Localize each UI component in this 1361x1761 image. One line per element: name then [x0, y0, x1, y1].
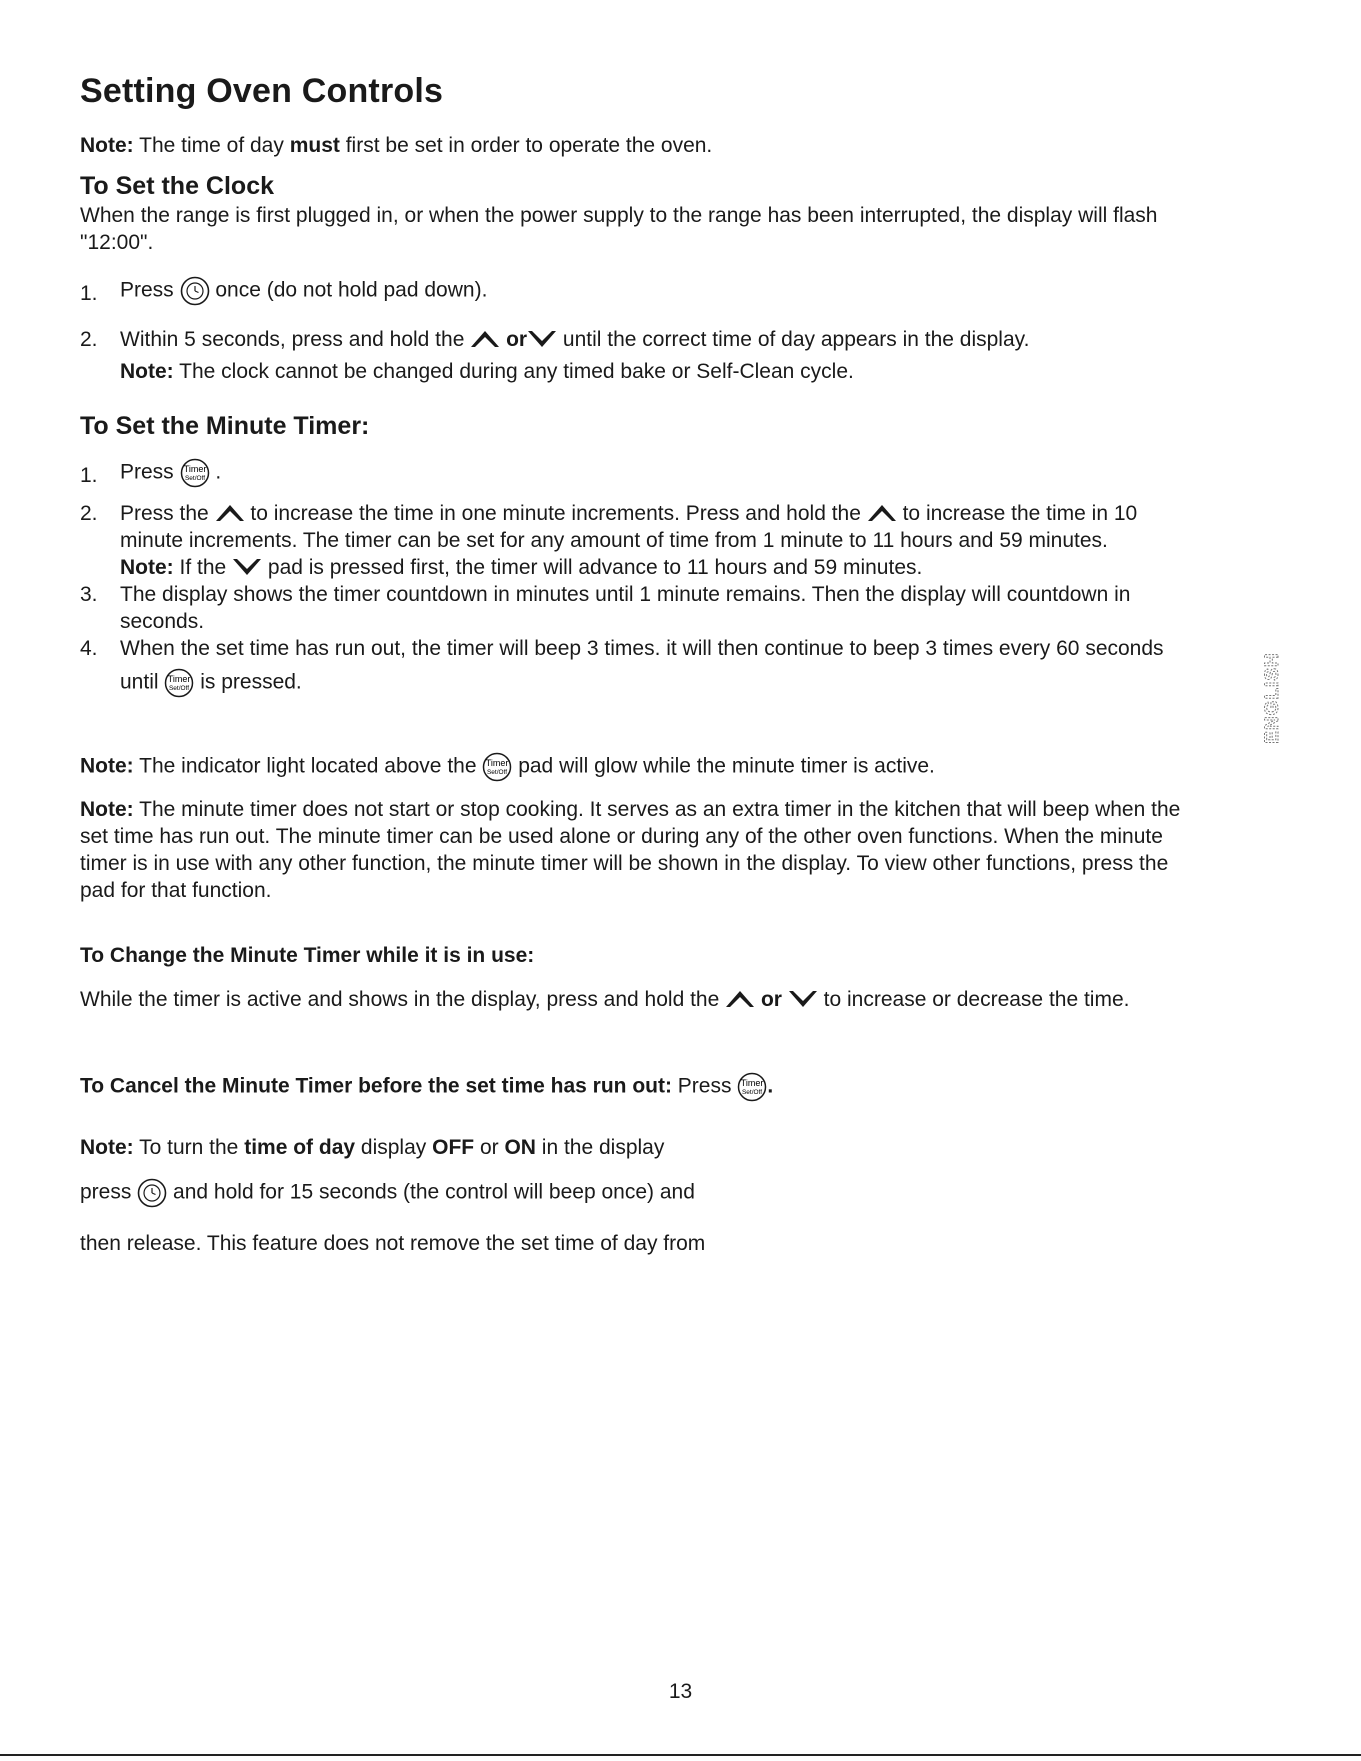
note-time-of-day-required: Note: The time of day must first be set in order to operate the oven.	[80, 134, 713, 157]
page-number: 13	[668, 1680, 693, 1703]
down-arrow-icon	[527, 330, 557, 348]
svg-text:Set/Off: Set/Off	[169, 685, 190, 692]
bottom-rule	[0, 1754, 1361, 1756]
clock-heading: To Set the Clock	[80, 172, 275, 200]
timer-icon	[180, 458, 210, 488]
up-arrow-icon	[215, 504, 245, 522]
clock-step-2: Within 5 seconds, press and hold the or until the correct time of day appears in the display.	[120, 328, 1030, 351]
svg-text:Timer: Timer	[740, 1078, 764, 1088]
timer-step-3-number: 3.	[80, 583, 98, 606]
note-time-of-day-line-3: then release. This feature does not remove the set time of day from	[80, 1232, 706, 1255]
timer-step-2-number: 2.	[80, 502, 98, 525]
svg-text:Set/Off: Set/Off	[742, 1089, 763, 1096]
svg-text:Timer: Timer	[168, 674, 191, 684]
timer-step-3-line-1: The display shows the timer countdown in minutes until 1 minute remains. Then the display will countdown in	[120, 583, 1131, 606]
timer-heading: To Set the Minute Timer:	[80, 412, 370, 440]
page-title: Setting Oven Controls	[80, 72, 444, 110]
clock-icon	[137, 1178, 167, 1208]
svg-text:ENGLISH: ENGLISH	[1262, 652, 1284, 744]
side-language-tab	[1262, 628, 1284, 768]
timer-step-3-line-2: seconds.	[120, 610, 205, 633]
clock-intro: When the range is first plugged in, or when the power supply to the range has been interrupted, the display will flash "12:00".	[80, 204, 1158, 254]
down-arrow-icon	[232, 558, 262, 576]
clock-step-2-number: 2.	[80, 328, 98, 351]
up-arrow-icon	[470, 330, 500, 348]
timer-step-2: Press the to increase the time in one minute increments. Press and hold the to increase the time in 10	[120, 502, 1138, 525]
timer-step-2-line-2: minute increments. The timer can be set for any amount of time from 1 minute to 11 hours and 59 minutes.	[120, 529, 1108, 552]
svg-text:Timer: Timer	[486, 758, 509, 768]
timer-step-4-line-1: When the set time has run out, the timer will beep 3 times. it will then continue to beep 3 times every 60 seconds	[120, 637, 1164, 660]
note-time-of-day-line-2: press and hold for 15 seconds (the control will beep once) and	[80, 1178, 695, 1208]
timer-icon	[482, 752, 512, 782]
timer-step-2-note: Note: If the pad is pressed first, the timer will advance to 11 hours and 59 minutes.	[120, 556, 923, 579]
change-timer-text: While the timer is active and shows in the display, press and hold the or to increase or decrease the time.	[80, 988, 1130, 1011]
note-minute-timer-line-2: set time has run out. The minute timer can be used alone or during any of the other oven functions. When the minute	[80, 825, 1163, 848]
clock-note: Note: The clock cannot be changed during any timed bake or Self-Clean cycle.	[120, 360, 854, 383]
timer-step-1-number: 1.	[80, 464, 98, 487]
note-minute-timer-line-4: pad for that function.	[80, 879, 272, 902]
timer-icon	[737, 1072, 767, 1102]
change-timer-heading: To Change the Minute Timer while it is in use:	[80, 944, 535, 967]
timer-step-4-number: 4.	[80, 637, 98, 660]
down-arrow-icon	[788, 990, 818, 1008]
timer-step-1: Press Timer Set/Off .	[120, 458, 1240, 488]
svg-text:Set/Off: Set/Off	[184, 475, 205, 482]
svg-text:Set/Off: Set/Off	[487, 769, 508, 776]
note-minute-timer-line-3: timer is in use with any other function, the minute timer will be shown in the display. To view other functions, press the	[80, 852, 1169, 875]
cancel-timer-line: To Cancel the Minute Timer before the set time has run out: Press Timer Set/Off .	[80, 1072, 773, 1102]
note-indicator-light: Note: The indicator light located above the Timer Set/Off pad will glow while the minute timer is active.	[80, 752, 935, 782]
timer-step-4-line-2: until Timer Set/Off is pressed.	[120, 668, 1240, 698]
clock-step-1: Press once (do not hold pad down).	[120, 276, 1240, 306]
note-minute-timer-line-1: Note: The minute timer does not start or stop cooking. It serves as an extra timer in the kitchen that will beep when the	[80, 798, 1181, 821]
svg-text:Timer: Timer	[183, 464, 206, 474]
note-time-of-day-display: Note: To turn the time of day display OFF or ON in the display	[80, 1136, 665, 1159]
cancel-timer-heading: To Cancel the Minute Timer before the set time has run out:	[80, 1074, 672, 1098]
clock-icon	[180, 276, 210, 306]
up-arrow-icon	[867, 504, 897, 522]
clock-step-1-number: 1.	[80, 282, 98, 305]
timer-icon	[164, 668, 194, 698]
up-arrow-icon	[725, 990, 755, 1008]
